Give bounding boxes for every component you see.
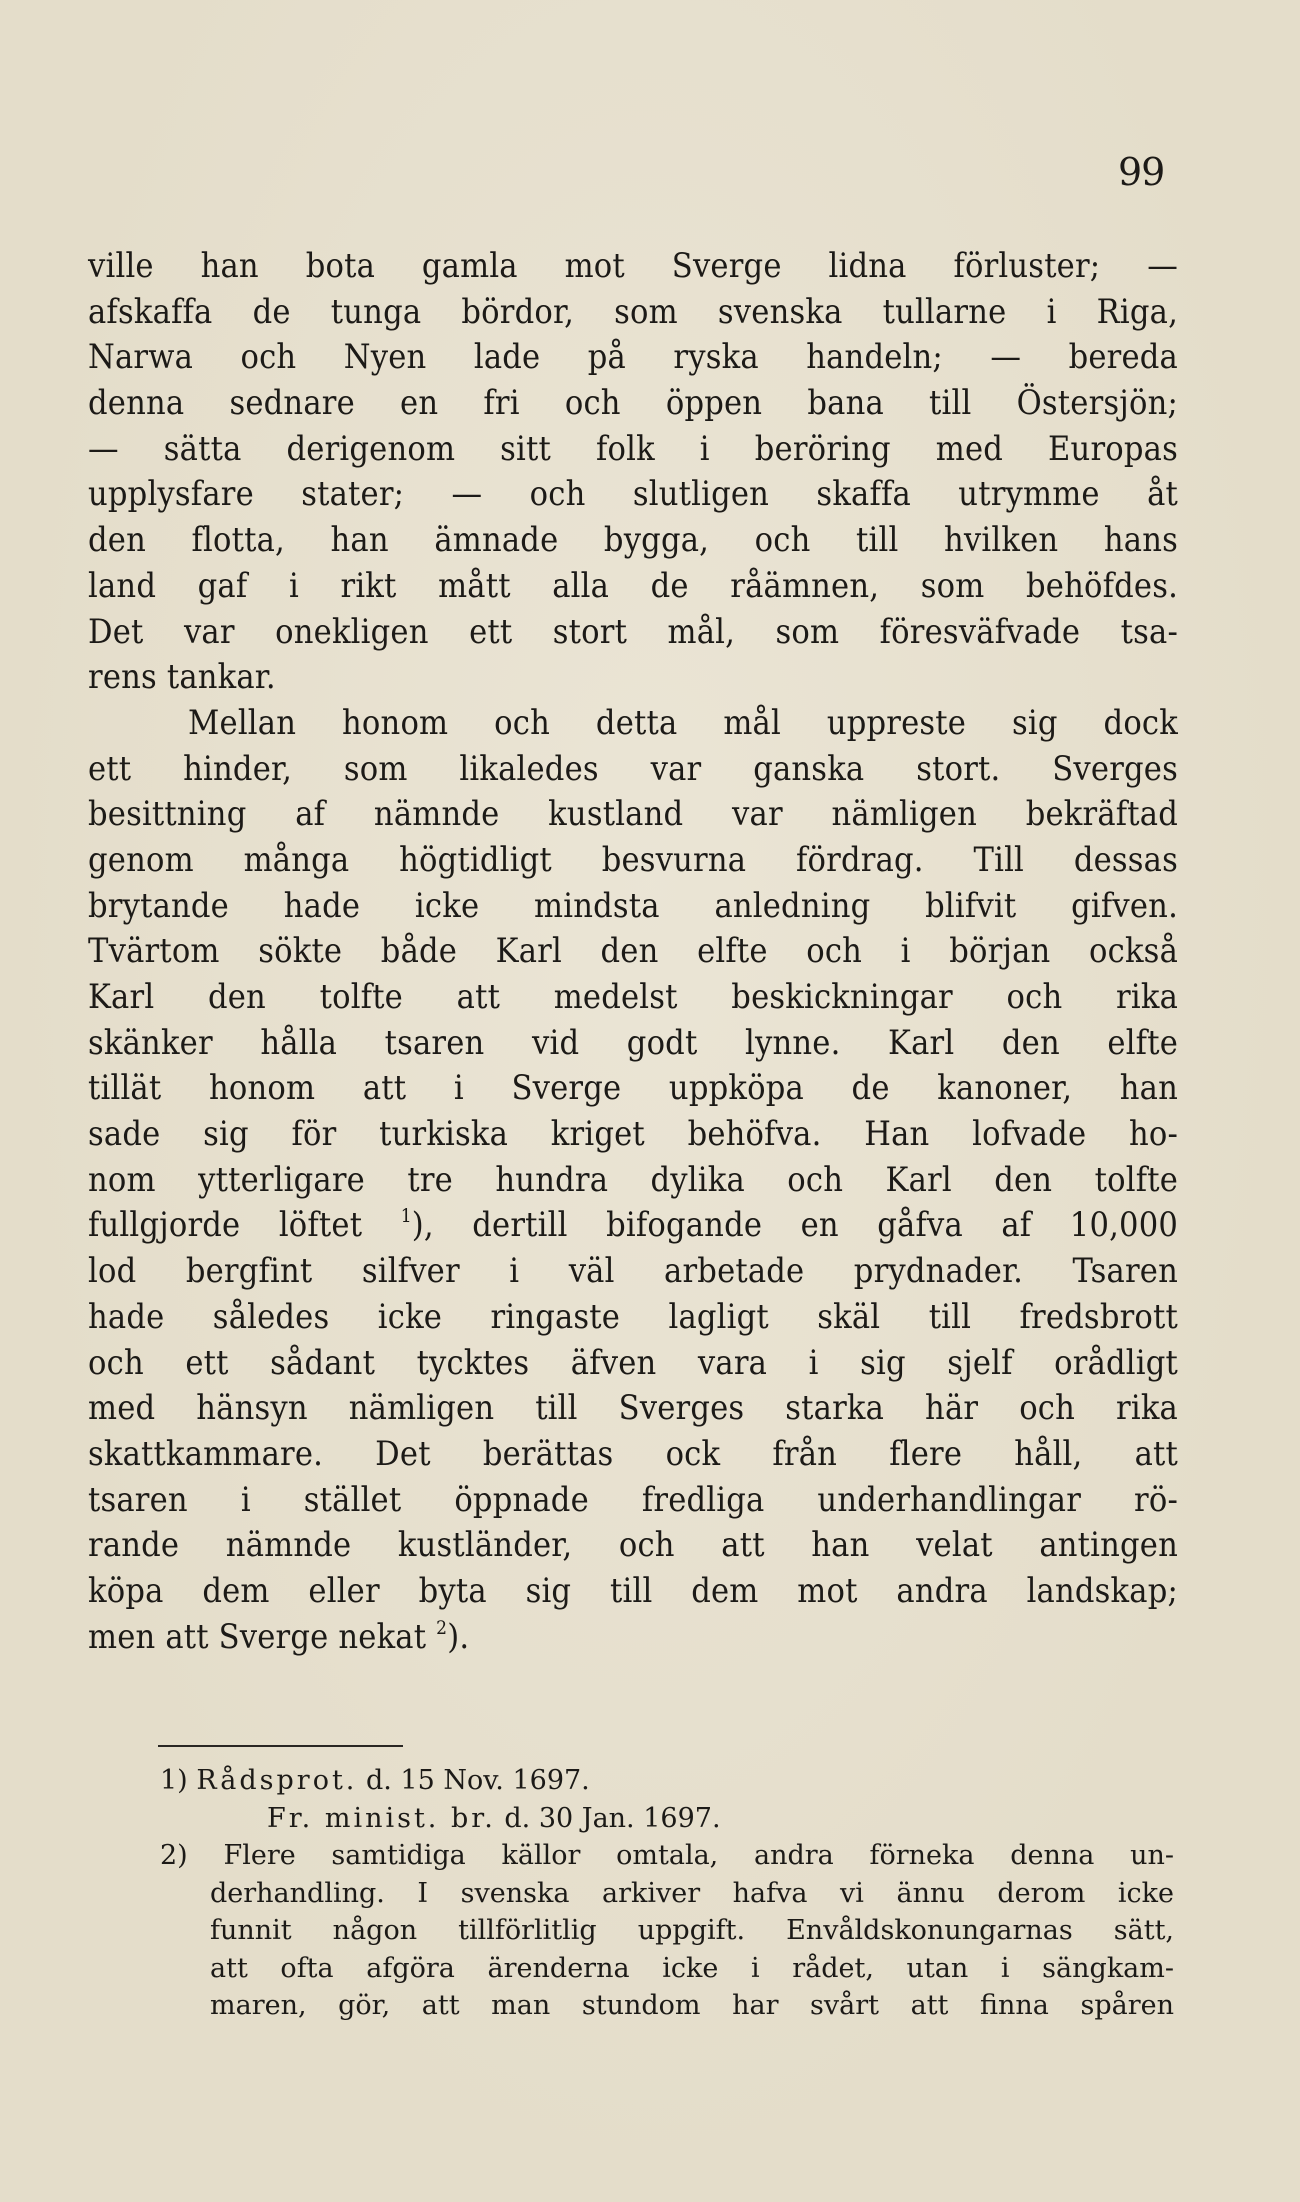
footnote-marker: 2 <box>436 1616 448 1639</box>
footnote-marker: 2) <box>160 1840 188 1871</box>
text-line: den flotta, han ämnade bygga, och till hvilken hans <box>88 520 1178 561</box>
text-line: Tvärtom sökte både Karl den elfte och i början också <box>88 931 1178 972</box>
text-segment: , dertill bifogande en gåfva af 10,000 <box>423 1205 1179 1246</box>
text-line: brytande hade icke mindsta anledning blifvit gifven. <box>88 885 1178 926</box>
footnote-text: Flere samtidiga källor omtala, andra förneka denna un- <box>223 1840 1174 1871</box>
text-line: genom många högtidligt besvurna fördrag. Till dessas <box>88 839 1178 880</box>
text-line: denna sednare en fri och öppen bana till Östersjön; <box>88 383 1178 424</box>
text-line: afskaffa de tunga bördor, som svenska tullarne i Riga, <box>88 291 1178 332</box>
footnote-text: d. 30 Jan. 1697. <box>495 1802 721 1834</box>
text-line: Karl den tolfte att medelst beskickningar och rika <box>88 977 1178 1017</box>
text-line: Narwa och Nyen lade på ryska handeln; — bereda <box>88 337 1178 378</box>
text-line: rande nämnde kustländer, och att han velat antingen <box>88 1525 1178 1566</box>
body-text <box>88 244 1178 1660</box>
footnote-text: d. 15 Nov. 1697. <box>357 1765 590 1796</box>
footnote-marker: 1) <box>160 1765 188 1796</box>
footnote-marker: 1 <box>400 1205 412 1228</box>
footnote-text: derhandling. I svenska arkiver hafva vi ännu derom icke <box>210 1877 1174 1909</box>
text-line: — sätta derigenom sitt folk i beröring med Europas <box>88 428 1178 469</box>
text-line-with-footnote <box>88 1203 1178 1249</box>
text-line: besittning af nämnde kustland var nämligen bekräftad <box>88 794 1178 835</box>
footnote-source: Fr. minist. br. <box>267 1802 496 1834</box>
text-segment: fullgjorde löftet <box>88 1205 363 1246</box>
text-line: tsaren i stället öppnade fredliga underhandlingar rö- <box>88 1479 1178 1520</box>
text-line: tillät honom att i Sverge uppköpa de kanoner, han <box>88 1068 1178 1109</box>
text-line: ville han bota gamla mot Sverge lidna förluster; — <box>88 246 1178 286</box>
text-segment: ). <box>447 1616 470 1657</box>
text-line: köpa dem eller byta sig till dem mot andra landskap; <box>88 1570 1178 1611</box>
text-line: sade sig för turkiska kriget behöfva. Han lofvade ho- <box>88 1114 1178 1155</box>
text-line: lod bergfint silfver i väl arbetade prydnader. Tsaren <box>88 1251 1178 1292</box>
footnote-text: att ofta afgöra ärenderna icke i rådet, utan i sängkam- <box>210 1952 1174 1984</box>
text-line: rens tankar. <box>88 657 276 698</box>
text-line: och ett sådant tycktes äfven vara i sig sjelf orådligt <box>88 1342 1178 1383</box>
footnote-source: Rådsprot. <box>196 1765 358 1796</box>
text-line: hade således icke ringaste lagligt skäl till fredsbrott <box>88 1296 1178 1337</box>
footnote-text: funnit någon tillförlitlig uppgift. Envåldskonungarnas sätt, <box>210 1915 1174 1946</box>
text-segment: men att Sverge nekat <box>88 1616 427 1657</box>
text-line: Mellan honom och detta mål uppreste sig dock <box>188 702 1178 743</box>
footnote-text: maren, gör, att man stundom har svårt att finna spåren <box>210 1990 1174 2021</box>
footnote-1 <box>160 1762 1174 1800</box>
footnote-2 <box>160 1837 1174 1875</box>
footnote-divider <box>158 1745 403 1747</box>
text-line-with-footnote <box>88 1615 1178 1661</box>
text-line: skattkammare. Det berättas ock från flere håll, att <box>88 1433 1178 1474</box>
footnote-1-line-2 <box>160 1800 1174 1838</box>
text-line: skänker hålla tsaren vid godt lynne. Karl den elfte <box>88 1022 1178 1063</box>
text-line: ett hinder, som likaledes var ganska stort. Sverges <box>88 748 1178 789</box>
footnotes <box>160 1762 1174 2025</box>
footnote-paren: ) <box>411 1205 424 1246</box>
text-line: land gaf i rikt mått alla de råämnen, som behöfdes. <box>88 565 1178 606</box>
text-line: nom ytterligare tre hundra dylika och Karl den tolfte <box>88 1159 1178 1200</box>
page-number: 99 <box>1118 150 1165 194</box>
text-line: med hänsyn nämligen till Sverges starka här och rika <box>88 1388 1178 1429</box>
text-line: upplysfare stater; — och slutligen skaffa utrymme åt <box>88 474 1178 515</box>
text-line: Det var onekligen ett stort mål, som föresväfvade tsa- <box>88 611 1178 652</box>
